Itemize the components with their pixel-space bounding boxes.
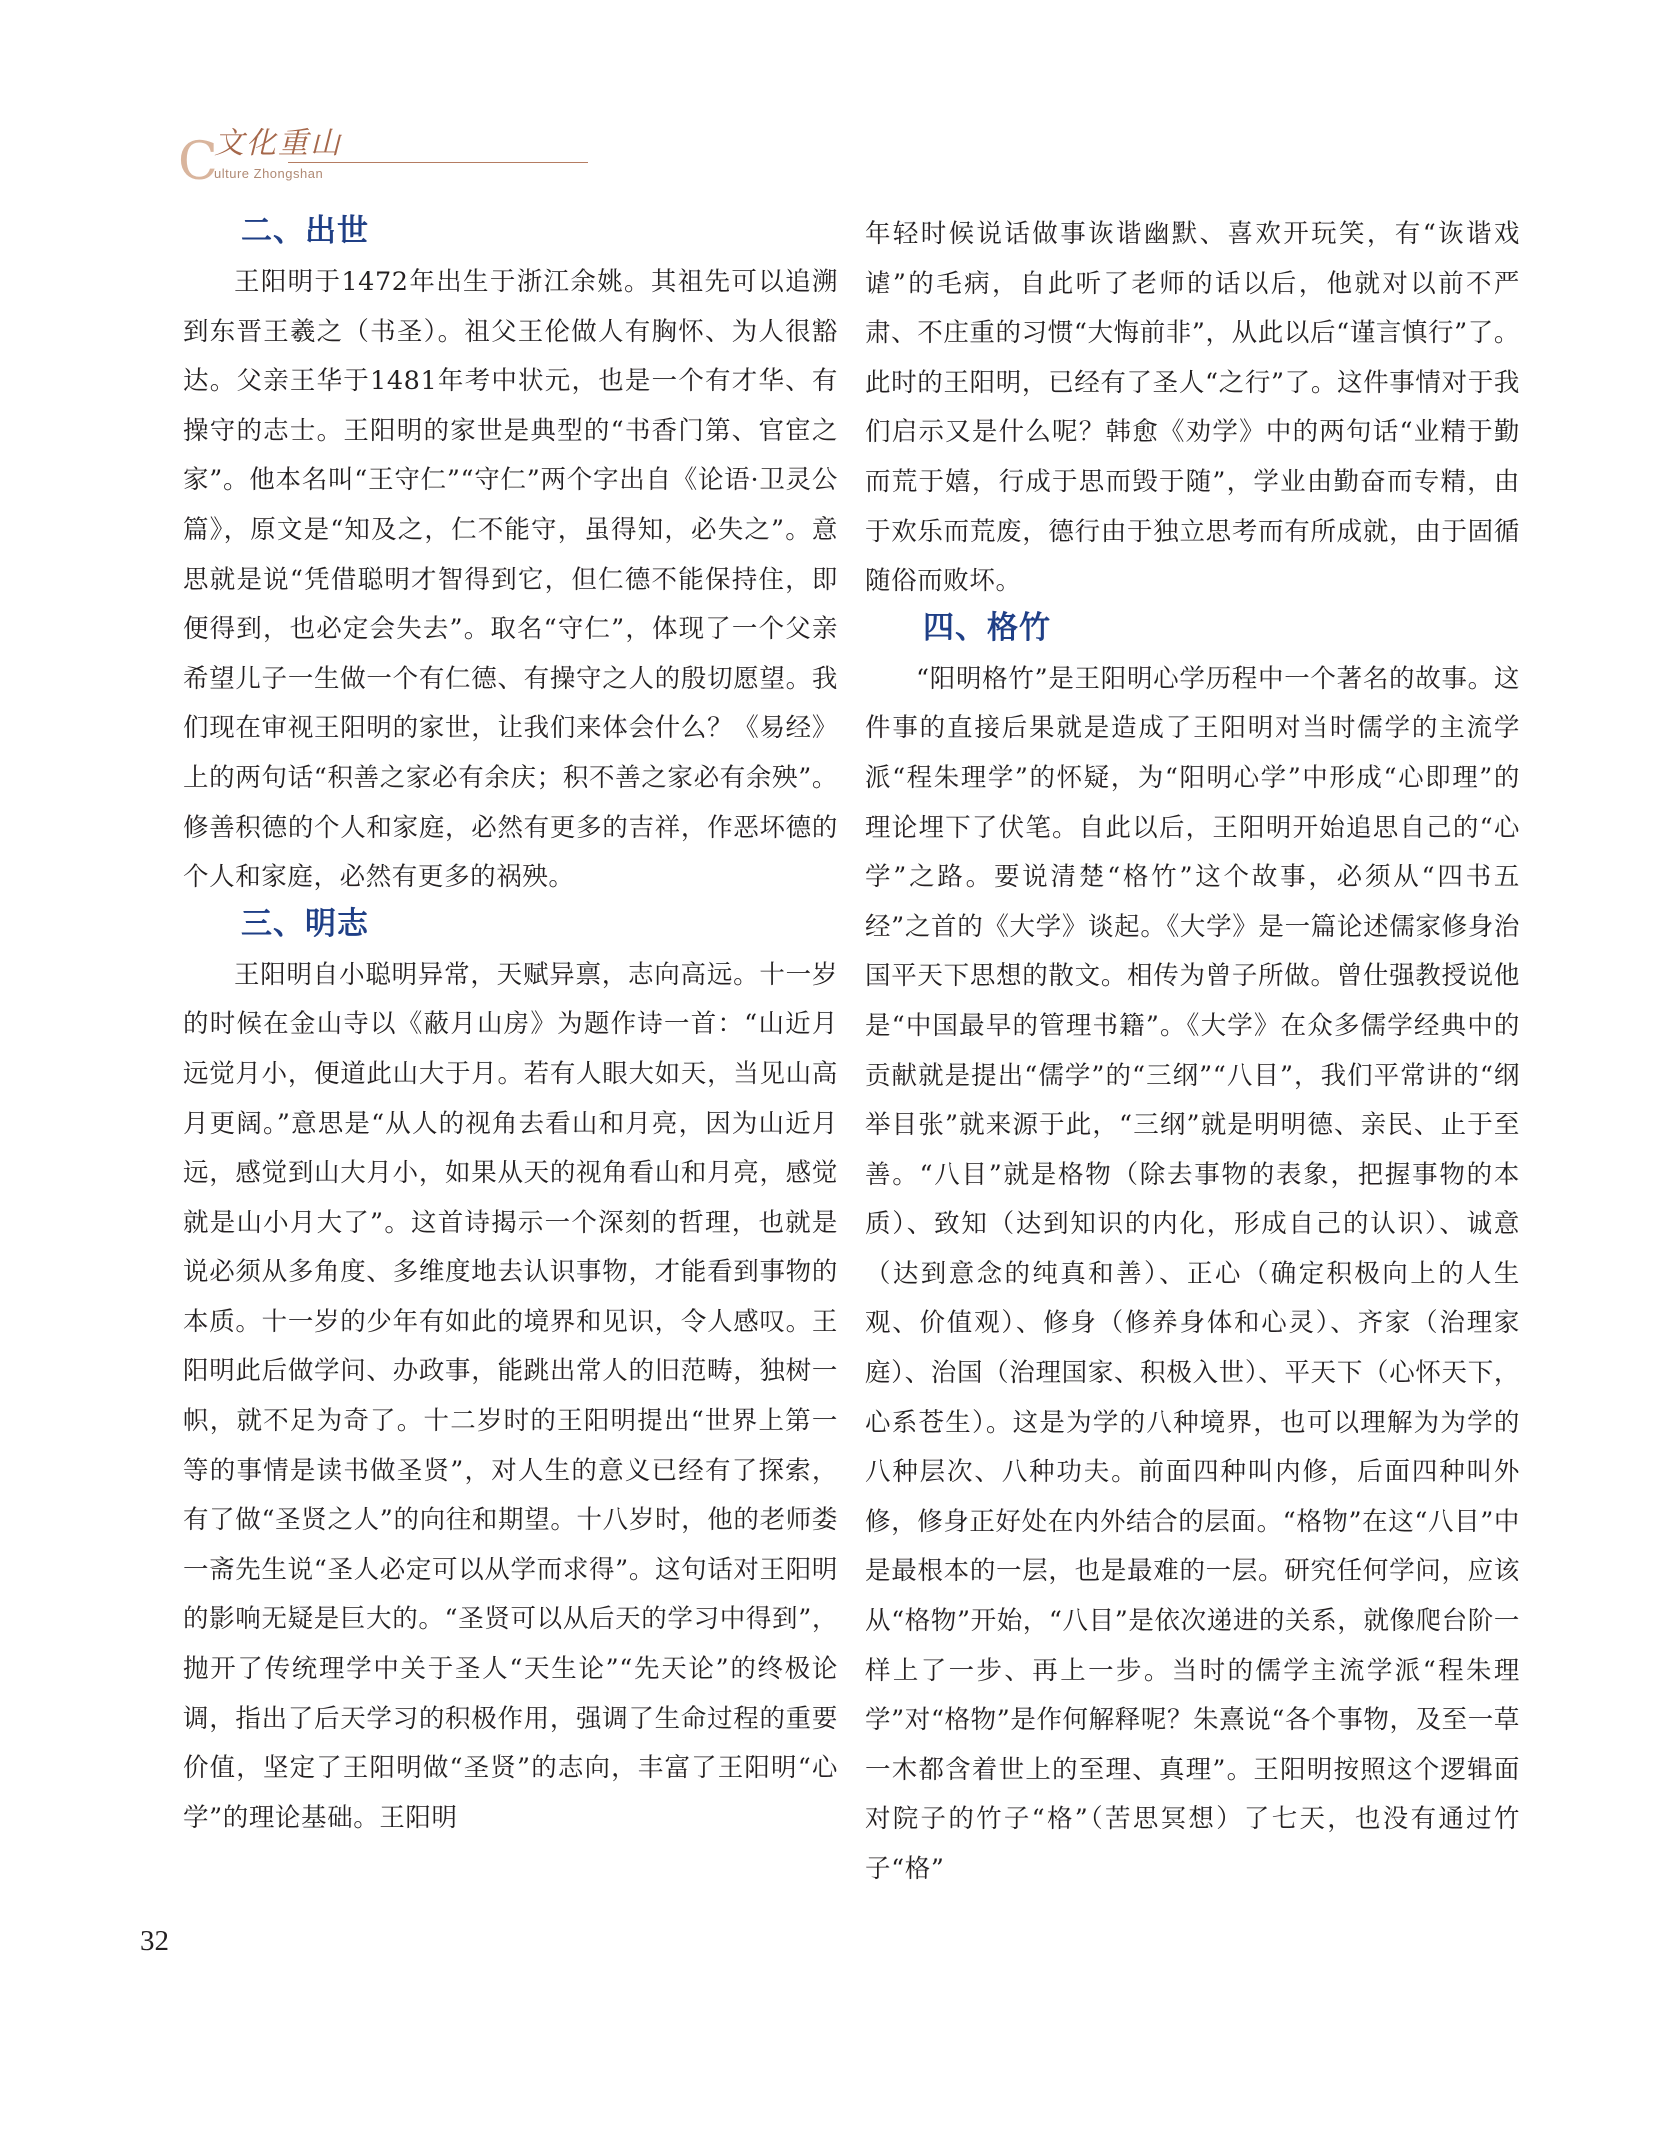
masthead-subtitle: ulture Zhongshan bbox=[214, 166, 324, 181]
paragraph-aspiration: 王阳明自小聪明异常，天赋异禀，志向高远。十一岁的时候在金山寺以《蔽月山房》为题作诗一首：“山近月远觉月小，便道此山大于月。若有人眼大如天，当见山高月更阔。”意思是“从人的视角去看山和月亮，因为山近月远，感觉到山大月小，如果从天的视角看山和月亮，感觉就是山小月大了”。这首诗揭示一个深刻的哲理，也就是说必须从多角度、多维度地去认识事物，才能看到事物的本质。十一岁的少年有如此的境界和见识，令人感叹。王阳明此后做学问、办政事，能跳出常人的旧范畴，独树一帜，就不足为奇了。十二岁时的王阳明提出“世界上第一等的事情是读书做圣贤”，对人生的意义已经有了探索，有了做“圣贤之人”的向往和期望。十八岁时，他的老师娄一斋先生说“圣人必定可以从学而求得”。这句话对王阳明的影响无疑是巨大的。“圣贤可以从后天的学习中得到”，抛开了传统理学中关于圣人“天生论”“先天论”的终极论调，指出了后天学习的积极作用，强调了生命过程的重要价值，坚定了王阳明做“圣贤”的志向，丰富了王阳明“心学”的理论基础。王阳明 bbox=[183, 959, 838, 1833]
section-heading-birth: 二、出世 bbox=[241, 213, 369, 249]
masthead-letter: C bbox=[178, 132, 218, 192]
paragraph-continued: 年轻时候说话做事诙谐幽默、喜欢开玩笑，有“诙谐戏谑”的毛病，自此听了老师的话以后，他就对以前不严肃、不庄重的习惯“大悔前非”，从此以后“谨言慎行”了。此时的王阳明，已经有了圣人“之行”了。这件事情对于我们启示又是什么呢？韩愈《劝学》中的两句话“业精于勤而荒于嬉，行成于思而毁于随”，学业由勤奋而专精，由于欢乐而荒废，德行由于独立思考而有所成就，由于固循随俗而败坏。 bbox=[865, 219, 1520, 597]
masthead-title: 文化重山 bbox=[214, 126, 342, 161]
paragraph-bamboo: “阳明格竹”是王阳明心学历程中一个著名的故事。这件事的直接后果就是造成了王阳明对当时儒学的主流学派“程朱理学”的怀疑，为“阳明心学”中形成“心即理”的理论埋下了伏笔。自此以后，王阳明开始追思自己的“心学”之路。要说清楚“格竹”这个故事，必须从“四书五经”之首的《大学》谈起。《大学》是一篇论述儒家修身治国平天下思想的散文。相传为曾子所做。曾仕强教授说他是“中国最早的管理书籍”。《大学》在众多儒学经典中的贡献就是提出“儒学”的“三纲”“八目”，我们平常讲的“纲举目张”就来源于此，“三纲”就是明明德、亲民、止于至善。“八目”就是格物（除去事物的表象，把握事物的本质）、致知（达到知识的内化，形成自己的认识）、诚意（达到意念的纯真和善）、正心（确定积极向上的人生观、价值观）、修身（修养身体和心灵）、齐家（治理家庭）、治国（治理国家、积极入世）、平天下（心怀天下，心系苍生）。这是为学的八种境界，也可以理解为为学的八种层次、八种功夫。前面四种叫内修，后面四种叫外修，修身正好处在内外结合的层面。“格物”在这“八目”中是最根本的一层，也是最难的一层。研究任何学问，应该从“格物”开始，“八目”是依次递进的关系，就像爬台阶一样上了一步、再上一步。当时的儒学主流学派“程朱理学”对“格物”是作何解释呢？朱熹说“各个事物，及至一草一木都含着世上的至理、真理”。王阳明按照这个逻辑面对院子的竹子“格”（苦思冥想）了七天，也没有通过竹子“格” bbox=[865, 663, 1520, 1884]
right-column bbox=[865, 210, 1520, 1895]
masthead bbox=[170, 118, 420, 192]
left-column bbox=[183, 210, 838, 1843]
page-number: 32 bbox=[140, 1925, 169, 1957]
section-heading-aspiration: 三、明志 bbox=[241, 905, 369, 942]
paragraph-birth: 王阳明于1472年出生于浙江余姚。其祖先可以追溯到东晋王羲之（书圣）。祖父王伦做人有胸怀、为人很豁达。父亲王华于1481年考中状元，也是一个有才华、有操守的志士。王阳明的家世是典型的“书香门第、官宦之家”。他本名叫“王守仁”“守仁”两个字出自《论语·卫灵公篇》，原文是“知及之，仁不能守，虽得知，必失之”。意思就是说“凭借聪明才智得到它，但仁德不能保持住，即便得到，也必定会失去”。取名“守仁”，体现了一个父亲希望儿子一生做一个有仁德、有操守之人的殷切愿望。我们现在审视王阳明的家世，让我们来体会什么？《易经》上的两句话“积善之家必有余庆；积不善之家必有余殃”。修善积德的个人和家庭，必然有更多的吉祥，作恶坏德的个人和家庭，必然有更多的祸殃。 bbox=[183, 267, 838, 893]
section-heading-bamboo: 四、格竹 bbox=[923, 609, 1051, 646]
masthead-rule bbox=[288, 162, 588, 163]
